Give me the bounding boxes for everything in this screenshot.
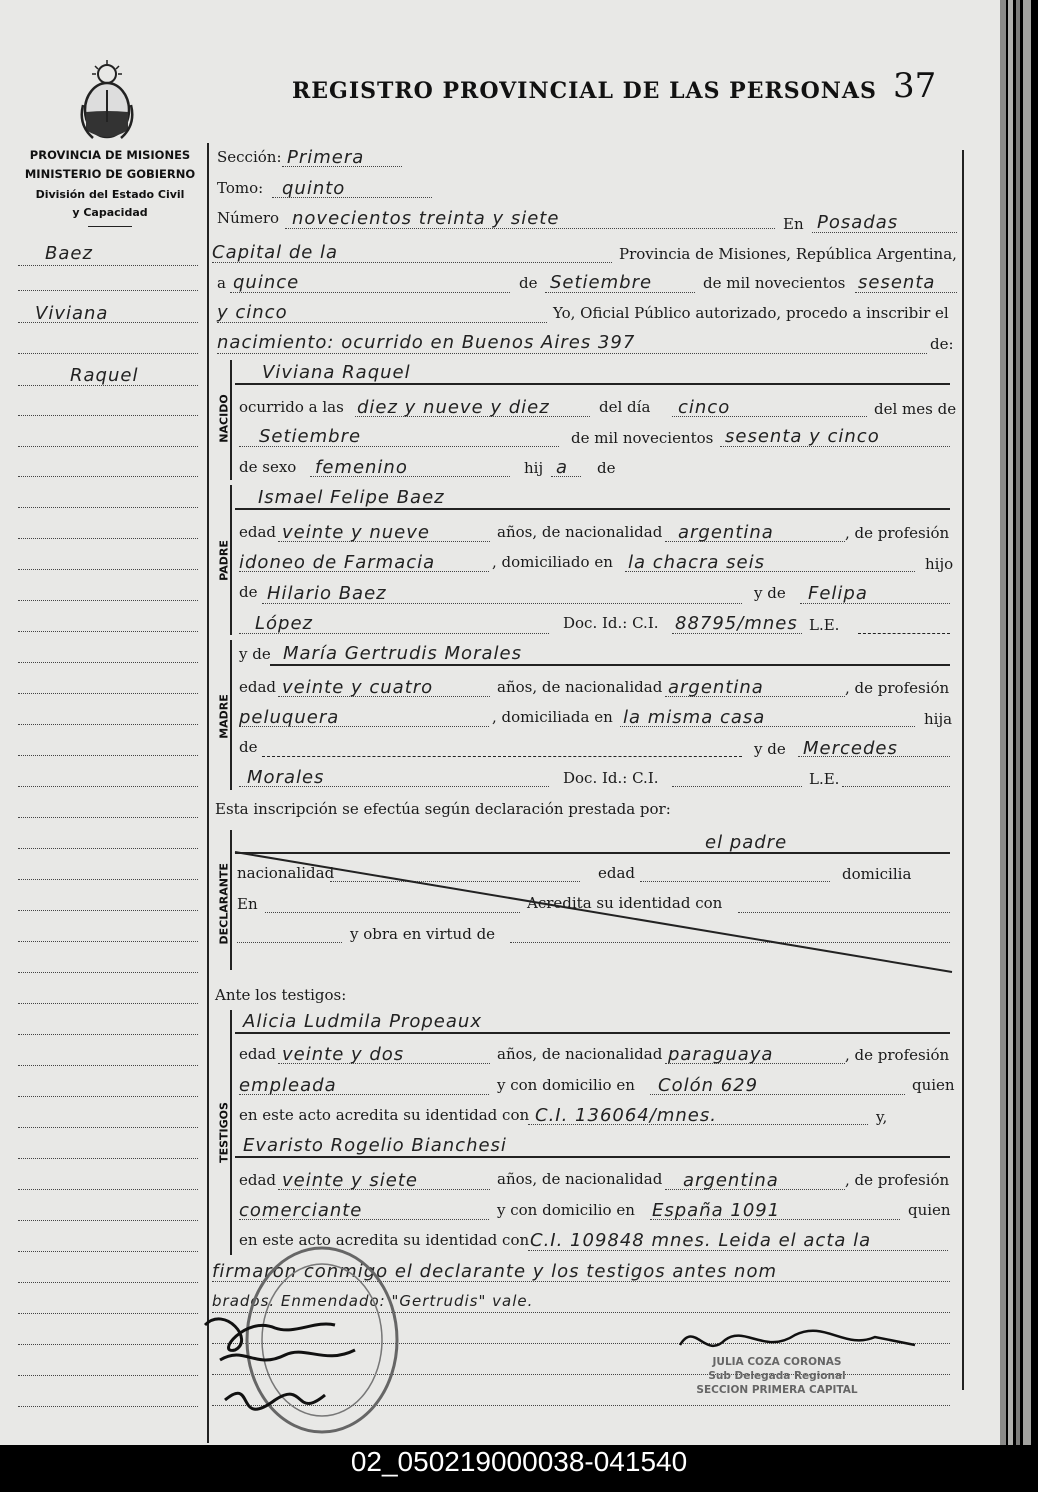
label-edad-t2: edad <box>239 1171 277 1189</box>
margin-line <box>18 290 198 291</box>
label-en: En <box>783 215 804 233</box>
field-line <box>858 633 950 634</box>
label-anos-nac: años, de nacionalidad <box>497 523 663 541</box>
label-de3: de <box>239 583 258 601</box>
label-doc-id-madre: Doc. Id.: C.I. <box>563 769 659 787</box>
margin-line <box>18 1282 198 1283</box>
page-edge <box>1008 0 1013 1445</box>
document-id: 02_050219000038-041540 <box>350 1446 688 1477</box>
stamp-line: SECCION PRIMERA CAPITAL <box>696 1384 858 1396</box>
label-le: L.E. <box>809 616 840 634</box>
margin-line <box>18 879 198 880</box>
margin-line <box>18 353 198 354</box>
value-t1-nac: paraguaya <box>668 1044 774 1065</box>
value-t2-nombre: Evaristo Rogelio Bianchesi <box>243 1135 507 1156</box>
institution-line: y Capacidad <box>72 206 148 219</box>
cancellation-stroke <box>230 850 960 980</box>
margin-line <box>18 1189 198 1190</box>
section-testigos: TESTIGOS <box>217 1102 231 1163</box>
value-padre-madre2: López <box>255 613 313 634</box>
label-y-coma: y, <box>876 1108 888 1126</box>
margin-line <box>18 265 198 266</box>
divider <box>88 226 132 227</box>
label-de-profesion-madre: , de profesión <box>845 679 950 697</box>
value-t1-ci: C.I. 136064/mnes. <box>535 1105 717 1126</box>
margin-line <box>18 724 198 725</box>
label-quien-t2: quien <box>908 1201 951 1219</box>
label-tomo: Tomo: <box>217 179 264 197</box>
margin-line <box>18 786 198 787</box>
value-mes: Setiembre <box>550 272 653 293</box>
field-line <box>262 756 742 757</box>
value-tomo: quinto <box>282 178 346 199</box>
margin-line <box>18 1251 198 1252</box>
margin-line <box>18 1127 198 1128</box>
value-madre-madre: Mercedes <box>803 738 898 759</box>
margin-line <box>18 1344 198 1345</box>
margin-line <box>18 1375 198 1376</box>
label-yo: Yo, Oficial Público autorizado, procedo a inscribir el <box>553 304 949 322</box>
label-ocurrido: ocurrido a las <box>239 398 344 416</box>
label-provincia: Provincia de Misiones, República Argentina, <box>619 245 957 263</box>
label-nacionalidad: nacionalidad <box>237 864 335 882</box>
label-acredita: Acredita su identidad con <box>527 894 723 912</box>
label-edad-madre: edad <box>239 678 277 696</box>
value-padre-ci: 88795/mnes <box>675 613 798 634</box>
margin-line <box>18 910 198 911</box>
margin-line <box>18 941 198 942</box>
field-line <box>235 383 950 385</box>
section-padre: PADRE <box>217 540 231 581</box>
label-ante-testigos: Ante los testigos: <box>215 986 347 1004</box>
margin-line <box>18 569 198 570</box>
label-seccion: Sección: <box>217 148 282 166</box>
label-obra: y obra en virtud de <box>350 925 496 943</box>
value-padre-edad: veinte y nueve <box>282 522 430 543</box>
value-padre-prof: idoneo de Farmacia <box>239 552 436 573</box>
label-numero: Número <box>217 209 280 227</box>
value-en: Posadas <box>817 212 899 233</box>
label-a: a <box>217 274 226 292</box>
value-nacido-nombre: Viviana Raquel <box>262 362 411 383</box>
margin-second-name: Raquel <box>70 365 139 386</box>
label-en-decl: En <box>237 895 258 913</box>
margin-first-name: Viviana <box>35 303 109 324</box>
value-hora: diez y nueve y diez <box>357 397 550 418</box>
page-number: 37 <box>893 66 937 106</box>
value-mes-nac: Setiembre <box>259 426 362 447</box>
value-dia: quince <box>233 272 300 293</box>
label-le-madre: L.E. <box>809 770 840 788</box>
value-anio-nac: sesenta y cinco <box>725 426 880 447</box>
register-title: REGISTRO PROVINCIAL DE LAS PERSONAS <box>292 78 877 104</box>
margin-line <box>18 1406 198 1407</box>
label-y-de-madre2: y de <box>754 740 786 758</box>
label-de-profesion: , de profesión <box>845 524 950 542</box>
label-de: de <box>519 274 538 292</box>
field-line <box>235 508 950 510</box>
institution-line: MINISTERIO DE GOBIERNO <box>24 167 196 181</box>
official-stamp <box>682 1355 872 1397</box>
margin-line <box>18 1220 198 1221</box>
value-madre-nac: argentina <box>668 677 764 698</box>
value-padre-padre: Hilario Baez <box>267 583 387 604</box>
label-anos-nac-t2: años, de nacionalidad <box>497 1170 663 1188</box>
value-t1-dom: Colón 629 <box>658 1075 759 1096</box>
margin-line <box>18 415 198 416</box>
value-padre-dom: la chacra seis <box>628 552 765 573</box>
label-del-mes: del mes de <box>874 400 957 418</box>
label-edad: edad <box>239 523 277 541</box>
value-madre-dom: la misma casa <box>623 707 766 728</box>
label-con-domicilio-t2: y con domicilio en <box>497 1201 635 1219</box>
stamp-line: JULIA COZA CORONAS <box>712 1356 842 1368</box>
value-sexo: femenino <box>315 457 408 478</box>
label-de-profesion-t2: , de profesión <box>845 1171 950 1189</box>
margin-line <box>18 1158 198 1159</box>
label-anos-nac-madre: años, de nacionalidad <box>497 678 663 696</box>
label-domiciliado: , domiciliado en <box>492 553 613 571</box>
frame-line <box>962 150 964 1390</box>
margin-line <box>18 600 198 601</box>
value-t2-ci: C.I. 109848 mnes. Leida el acta la <box>530 1230 872 1251</box>
label-edad-decl: edad <box>598 864 636 882</box>
margin-line <box>18 1313 198 1314</box>
section-madre: MADRE <box>217 694 231 739</box>
field-line <box>672 786 802 787</box>
witness-signature <box>195 1300 395 1440</box>
label-domiciliada: , domiciliada en <box>492 708 613 726</box>
margin-line <box>18 1003 198 1004</box>
value-numero: novecientos treinta y siete <box>292 208 560 229</box>
label-de-colon: de: <box>930 335 954 353</box>
value-t2-nac: argentina <box>683 1170 779 1191</box>
margin-line <box>18 538 198 539</box>
value-cierre1: firmaron conmigo el declarante y los testigos antes nom <box>212 1261 777 1282</box>
value-madre-prof: peluquera <box>239 707 340 728</box>
coat-of-arms-icon <box>78 60 136 144</box>
value-t2-dom: España 1091 <box>652 1200 781 1221</box>
value-anio2: y cinco <box>217 302 288 323</box>
value-t1-prof: empleada <box>239 1075 337 1096</box>
margin-line <box>18 1096 198 1097</box>
value-dia-nac: cinco <box>678 397 731 418</box>
label-hija: hija <box>924 710 953 728</box>
label-del-dia: del día <box>599 398 651 416</box>
margin-line <box>18 446 198 447</box>
margin-line <box>18 631 198 632</box>
section-declarante: DECLARANTE <box>217 863 231 945</box>
frame-line <box>207 143 209 1443</box>
field-line <box>270 664 950 666</box>
value-declarante: el padre <box>705 832 788 853</box>
margin-line <box>18 1065 198 1066</box>
label-con-domicilio-t1: y con domicilio en <box>497 1076 635 1094</box>
margin-line <box>18 848 198 849</box>
label-acto-acredita-t1: en este acto acredita su identidad con <box>239 1106 530 1124</box>
label-sexo: de sexo <box>239 458 297 476</box>
value-madre-nombre: María Gertrudis Morales <box>283 643 522 664</box>
label-hij: hij <box>524 459 544 477</box>
value-t2-edad: veinte y siete <box>282 1170 418 1191</box>
value-anio: sesenta <box>858 272 936 293</box>
margin-line <box>18 693 198 694</box>
label-de-mil: de mil novecientos <box>703 274 846 292</box>
label-de-madre: de <box>239 738 258 756</box>
institution-line: PROVINCIA DE MISIONES <box>29 148 191 162</box>
value-madre-edad: veinte y cuatro <box>282 677 434 698</box>
label-acto-acredita-t2: en este acto acredita su identidad con <box>239 1231 530 1249</box>
value-seccion: Primera <box>287 147 365 168</box>
label-de-profesion-t1: , de profesión <box>845 1046 950 1064</box>
value-t1-nombre: Alicia Ludmila Propeaux <box>243 1011 482 1032</box>
label-y-de: y de <box>754 584 786 602</box>
margin-line <box>18 1034 198 1035</box>
page-edge <box>1023 0 1031 1445</box>
label-y-de-madre: y de <box>239 645 271 663</box>
label-anos-nac-t1: años, de nacionalidad <box>497 1045 663 1063</box>
page-edge <box>1016 0 1020 1445</box>
label-domicilia: domicilia <box>842 865 912 883</box>
field-line <box>842 786 950 787</box>
margin-line <box>18 755 198 756</box>
value-cierre2: brados. Enmendado: "Gertrudis" vale. <box>212 1292 534 1310</box>
margin-line <box>18 507 198 508</box>
page-edge <box>1000 0 1006 1445</box>
label-esta-inscripcion: Esta inscripción se efectúa según declaración prestada por: <box>215 800 671 818</box>
margin-surname: Baez <box>45 243 93 264</box>
margin-line <box>18 476 198 477</box>
value-t2-prof: comerciante <box>239 1200 363 1221</box>
label-edad-t1: edad <box>239 1045 277 1063</box>
margin-line <box>18 972 198 973</box>
value-capital: Capital de la <box>212 242 339 263</box>
institution-line: División del Estado Civil <box>35 188 185 201</box>
label-hijo: hijo <box>925 555 954 573</box>
label-de2: de <box>597 459 616 477</box>
label-quien-t1: quien <box>912 1076 955 1094</box>
field-line <box>217 353 927 354</box>
margin-line <box>18 817 198 818</box>
value-padre-nombre: Ismael Felipe Baez <box>258 487 445 508</box>
value-madre-madre2: Morales <box>247 767 325 788</box>
value-hij-suffix: a <box>556 457 569 478</box>
value-padre-nac: argentina <box>678 522 774 543</box>
value-padre-madre: Felipa <box>808 583 868 604</box>
field-line <box>235 1156 950 1158</box>
value-inscribir: nacimiento: ocurrido en Buenos Aires 397 <box>217 332 636 353</box>
value-t1-edad: veinte y dos <box>282 1044 405 1065</box>
label-doc-id: Doc. Id.: C.I. <box>563 614 659 632</box>
margin-line <box>18 662 198 663</box>
field-line <box>235 1032 950 1034</box>
section-nacido: NACIDO <box>217 394 231 443</box>
label-de-mil-nov: de mil novecientos <box>571 429 714 447</box>
stamp-line: Sub Delegada Regional <box>708 1370 846 1382</box>
